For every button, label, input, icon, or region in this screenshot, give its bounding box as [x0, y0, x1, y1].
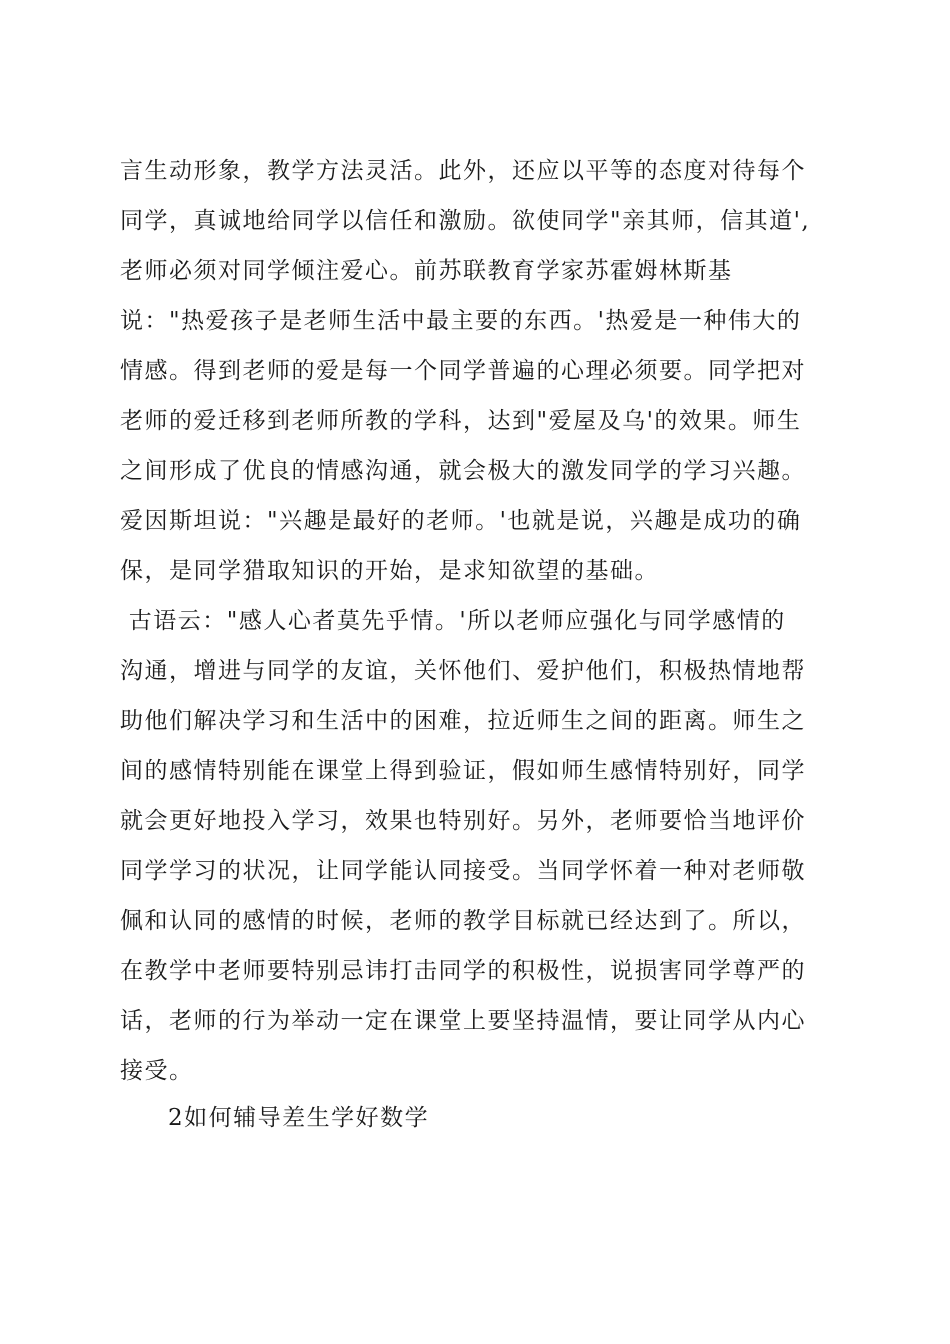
text-line: 间的感情特别能在课堂上得到验证，假如师生感情特别好，同学	[120, 758, 806, 784]
text-line: 老师的爱迁移到老师所教的学科，达到"爱屋及乌'的效果。师生	[120, 408, 802, 434]
text-line: 接受。	[120, 1058, 194, 1084]
text-line: 佩和认同的感情的时候，老师的教学目标就已经达到了。所以，	[120, 908, 806, 934]
text-line: 同学，真诚地给同学以信任和激励。欲使同学"亲其师，信其道',	[120, 208, 811, 234]
text-line: 助他们解决学习和生活中的困难，拉近师生之间的距离。师生之	[120, 708, 806, 734]
text-line: 古语云："感人心者莫先乎情。'所以老师应强化与同学感情的	[120, 608, 786, 634]
text-line: 同学学习的状况，让同学能认同接受。当同学怀着一种对老师敬	[120, 858, 806, 884]
text-line: 言生动形象，教学方法灵活。此外，还应以平等的态度对待每个	[120, 158, 806, 184]
text-line: 话，老师的行为举动一定在课堂上要坚持温情，要让同学从内心	[120, 1008, 806, 1034]
section-heading: 2如何辅导差生学好数学	[168, 1105, 430, 1131]
body-text	[120, 146, 840, 1096]
text-line: 老师必须对同学倾注爱心。前苏联教育学家苏霍姆林斯基	[120, 258, 733, 284]
text-line: 就会更好地投入学习，效果也特别好。另外，老师要恰当地评价	[120, 808, 806, 834]
text-line: 保，是同学猎取知识的开始，是求知欲望的基础。	[120, 558, 659, 584]
text-line: 说："热爱孩子是老师生活中最主要的东西。'热爱是一种伟大的	[120, 308, 802, 334]
text-line: 情感。得到老师的爱是每一个同学普遍的心理必须要。同学把对	[120, 358, 806, 384]
text-line: 之间形成了优良的情感沟通，就会极大的激发同学的学习兴趣。	[120, 458, 806, 484]
text-line: 在教学中老师要特别忌讳打击同学的积极性，说损害同学尊严的	[120, 958, 806, 984]
text-line: 爱因斯坦说："兴趣是最好的老师。'也就是说，兴趣是成功的确	[120, 508, 802, 534]
text-line: 沟通，增进与同学的友谊，关怀他们、爱护他们，积极热情地帮	[120, 658, 806, 684]
